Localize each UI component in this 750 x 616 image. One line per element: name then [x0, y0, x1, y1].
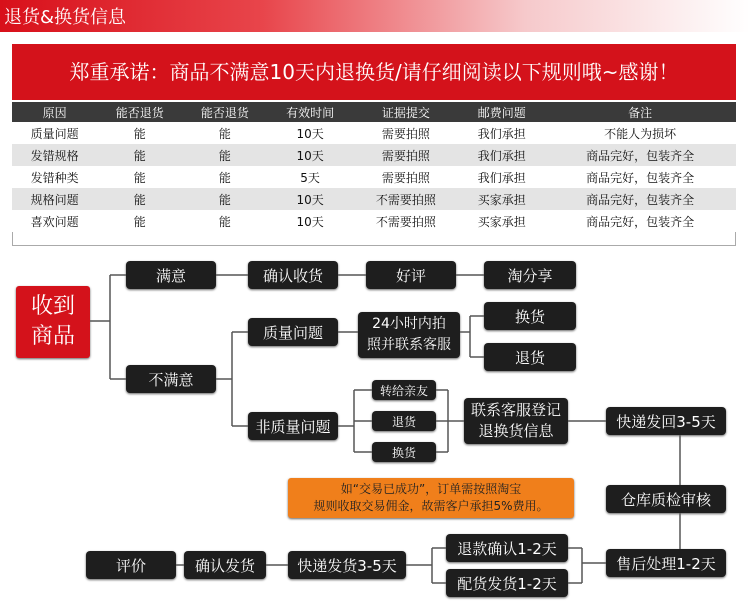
restock-ship-node: 配货发货1-2天	[446, 569, 568, 597]
commission-note: 如“交易已成功”，订单需按照淘宝 规则收取交易佣金，故需客户承担5%费用。	[288, 478, 574, 518]
table-cell: 需要拍照	[353, 166, 459, 188]
section-title: 退货&换货信息	[4, 7, 127, 28]
satisfied-node: 满意	[126, 261, 216, 289]
table-cell: 我们承担	[459, 166, 544, 188]
column-header: 备注	[544, 102, 736, 122]
table-cell: 商品完好，包装齐全	[544, 210, 736, 232]
table-cell: 10天	[268, 188, 353, 210]
column-header: 能否退货	[182, 102, 267, 122]
confirm-receipt-node: 确认收货	[248, 261, 338, 289]
table-cell: 能	[182, 188, 267, 210]
photo-contact-node: 24小时内拍 照并联系客服	[358, 312, 460, 358]
promise-banner: 郑重承诺：商品不满意10天内退换货/请仔细阅读以下规则哦~感谢！	[12, 44, 736, 100]
table-cell: 能	[182, 210, 267, 232]
table-cell: 需要拍照	[353, 144, 459, 166]
table-cell: 能	[182, 144, 267, 166]
table-cell: 不需要拍照	[353, 188, 459, 210]
table-cell: 商品完好，包装齐全	[544, 144, 736, 166]
table-cell: 能	[97, 144, 182, 166]
unsatisfied-node: 不满意	[126, 365, 216, 393]
table-cell: 10天	[268, 210, 353, 232]
table-cell: 能	[97, 188, 182, 210]
table-cell: 规格问题	[12, 188, 97, 210]
table-cell: 5天	[268, 166, 353, 188]
column-header: 能否退货	[97, 102, 182, 122]
express-back-node: 快递发回3-5天	[606, 407, 726, 435]
table-cell: 能	[97, 166, 182, 188]
table-cell: 质量问题	[12, 122, 97, 144]
table-cell: 喜欢问题	[12, 210, 97, 232]
small-exchange-node: 换货	[372, 442, 436, 462]
register-info-node: 联系客服登记 退换货信息	[464, 398, 568, 444]
column-header: 邮费问题	[459, 102, 544, 122]
table-cell: 买家承担	[459, 210, 544, 232]
table-cell: 商品完好，包装齐全	[544, 188, 736, 210]
table-cell: 买家承担	[459, 188, 544, 210]
evaluate-node: 评价	[86, 551, 176, 579]
table-cell: 我们承担	[459, 144, 544, 166]
table-cell: 我们承担	[459, 122, 544, 144]
table-cell: 10天	[268, 144, 353, 166]
table-cell: 能	[97, 122, 182, 144]
warehouse-check-node: 仓库质检审核	[606, 485, 726, 513]
exchange-node: 换货	[484, 302, 576, 330]
table-cell: 能	[182, 122, 267, 144]
confirm-ship-node: 确认发货	[184, 551, 266, 579]
received-goods-node: 收到 商品	[16, 286, 90, 358]
column-header: 证据提交	[353, 102, 459, 122]
table-cell: 10天	[268, 122, 353, 144]
table-cell: 发错规格	[12, 144, 97, 166]
refund-confirm-node: 退款确认1-2天	[446, 534, 568, 562]
quality-issue-node: 质量问题	[248, 318, 338, 346]
express-ship-node: 快递发货3-5天	[288, 551, 406, 579]
table-cell: 发错种类	[12, 166, 97, 188]
table-cell: 不能人为损坏	[544, 122, 736, 144]
column-header: 有效时间	[268, 102, 353, 122]
column-header: 原因	[12, 102, 97, 122]
small-return-node: 退货	[372, 411, 436, 431]
non-quality-issue-node: 非质量问题	[248, 412, 338, 440]
after-sales-node: 售后处理1-2天	[606, 549, 726, 577]
good-review-node: 好评	[366, 261, 456, 289]
return-node: 退货	[484, 343, 576, 371]
table-cell: 能	[97, 210, 182, 232]
table-cell: 能	[182, 166, 267, 188]
transfer-friend-node: 转给亲友	[372, 380, 436, 400]
table-cell: 商品完好，包装齐全	[544, 166, 736, 188]
table-cell: 需要拍照	[353, 122, 459, 144]
table-cell: 不需要拍照	[353, 210, 459, 232]
tao-share-node: 淘分享	[484, 261, 576, 289]
